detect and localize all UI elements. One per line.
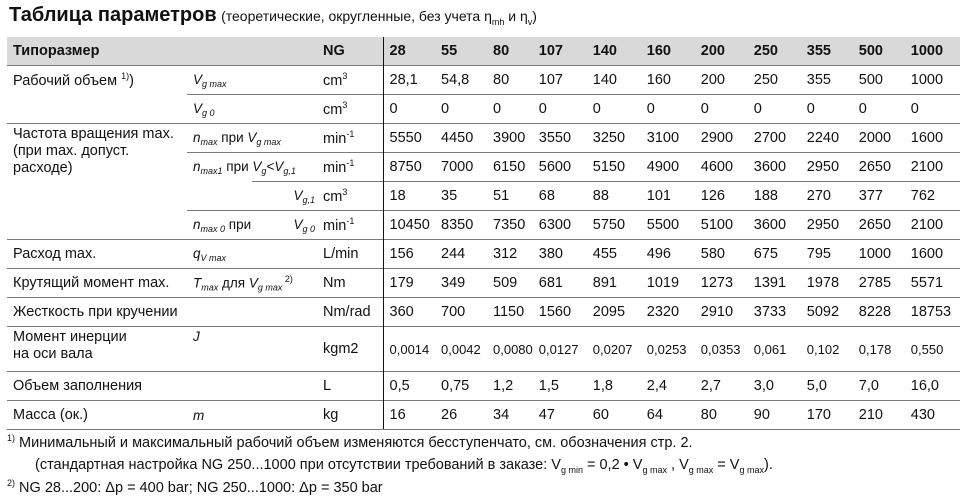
cell: 179 bbox=[383, 269, 435, 298]
cell: 6300 bbox=[533, 211, 587, 240]
cell: 2650 bbox=[853, 153, 905, 182]
cell: 2100 bbox=[905, 211, 960, 240]
cell: 1000 bbox=[853, 240, 905, 269]
row-unit: $cm^3$ bbox=[317, 182, 383, 211]
size-200: 200 bbox=[695, 37, 748, 66]
cell: 170 bbox=[801, 401, 853, 430]
cell: 0 bbox=[641, 95, 695, 124]
row-unit: L bbox=[317, 372, 383, 401]
cell: 35 bbox=[435, 182, 487, 211]
cell: 349 bbox=[435, 269, 487, 298]
row-unit: $cm^3$ bbox=[317, 66, 383, 95]
cell: 4600 bbox=[695, 153, 748, 182]
cell: 1978 bbox=[801, 269, 853, 298]
cell: 8228 bbox=[853, 298, 905, 327]
cell: 5,0 bbox=[801, 372, 853, 401]
cell: 0,0253 bbox=[641, 327, 695, 372]
size-55: 55 bbox=[435, 37, 487, 66]
cell: 101 bbox=[641, 182, 695, 211]
cell: 1019 bbox=[641, 269, 695, 298]
table-header-row bbox=[7, 37, 960, 66]
cell: 430 bbox=[905, 401, 960, 430]
cell: 250 bbox=[748, 66, 801, 95]
size-80: 80 bbox=[487, 37, 533, 66]
cell: 0,061 bbox=[748, 327, 801, 372]
row-unit: kg bbox=[317, 401, 383, 430]
row-unit: $cm^3$ bbox=[317, 95, 383, 124]
cell: 68 bbox=[533, 182, 587, 211]
cell: 5150 bbox=[587, 153, 641, 182]
cell: 5100 bbox=[695, 211, 748, 240]
cell: 3600 bbox=[748, 211, 801, 240]
cell: 8750 bbox=[383, 153, 435, 182]
cell: 2240 bbox=[801, 124, 853, 153]
cell: 16 bbox=[383, 401, 435, 430]
size-140: 140 bbox=[587, 37, 641, 66]
row-symbol: $q_{V max}$ bbox=[187, 240, 317, 269]
ng-label: NG bbox=[317, 37, 383, 66]
row-symbol: $n_{max}$ при $V_{g max}$ bbox=[187, 124, 317, 153]
row-symbol: $V_{g max}$ bbox=[187, 66, 317, 95]
cell: 377 bbox=[853, 182, 905, 211]
cell: 681 bbox=[533, 269, 587, 298]
row-symbol-vg0: $V_{g 0}$ bbox=[252, 211, 317, 240]
row-label: Частота вращения max. (при max. допуст. расходе) bbox=[7, 124, 187, 240]
cell: 2950 bbox=[801, 153, 853, 182]
cell: 5550 bbox=[383, 124, 435, 153]
row-torque-max bbox=[7, 269, 960, 298]
cell: 0 bbox=[905, 95, 960, 124]
cell: 7000 bbox=[435, 153, 487, 182]
parameters-table bbox=[7, 37, 960, 430]
cell: 0,178 bbox=[853, 327, 905, 372]
cell: 210 bbox=[853, 401, 905, 430]
cell: 580 bbox=[695, 240, 748, 269]
cell: 3100 bbox=[641, 124, 695, 153]
cell: 3250 bbox=[587, 124, 641, 153]
cell: 1,8 bbox=[587, 372, 641, 401]
cell: 0,0080 bbox=[487, 327, 533, 372]
cell: 47 bbox=[533, 401, 587, 430]
cell: 3,0 bbox=[748, 372, 801, 401]
cell: 1,5 bbox=[533, 372, 587, 401]
cell: 10450 bbox=[383, 211, 435, 240]
cell: 0,75 bbox=[435, 372, 487, 401]
cell: 6150 bbox=[487, 153, 533, 182]
row-symbol: m bbox=[187, 401, 317, 430]
cell: 88 bbox=[587, 182, 641, 211]
cell: 3550 bbox=[533, 124, 587, 153]
cell: 160 bbox=[641, 66, 695, 95]
row-unit: Nm bbox=[317, 269, 383, 298]
row-symbol-spacer bbox=[187, 182, 252, 211]
cell: 2950 bbox=[801, 211, 853, 240]
cell: 355 bbox=[801, 66, 853, 95]
cell: 7,0 bbox=[853, 372, 905, 401]
row-flow-max bbox=[7, 240, 960, 269]
cell: 54,8 bbox=[435, 66, 487, 95]
footnote-1: $^{1)}$ Минимальный и максимальный рабочий объем изменяются бесступенчато, см. обозначения стр. 2. bbox=[7, 433, 693, 451]
row-torsional-stiffness bbox=[7, 298, 960, 327]
cell: 2320 bbox=[641, 298, 695, 327]
cell: 4450 bbox=[435, 124, 487, 153]
cell: 5750 bbox=[587, 211, 641, 240]
cell: 0,0042 bbox=[435, 327, 487, 372]
cell: 188 bbox=[748, 182, 801, 211]
cell: 2100 bbox=[905, 153, 960, 182]
cell: 26 bbox=[435, 401, 487, 430]
cell: 762 bbox=[905, 182, 960, 211]
cell: 270 bbox=[801, 182, 853, 211]
row-unit: Nm/rad bbox=[317, 298, 383, 327]
row-displacement-max bbox=[7, 66, 960, 95]
cell: 3600 bbox=[748, 153, 801, 182]
cell: 4900 bbox=[641, 153, 695, 182]
row-unit: $\min^{-1}$ bbox=[317, 124, 383, 153]
cell: 0,0014 bbox=[383, 327, 435, 372]
row-label: Объем заполнения bbox=[7, 372, 317, 401]
cell: 3900 bbox=[487, 124, 533, 153]
cell: 795 bbox=[801, 240, 853, 269]
cell: 2000 bbox=[853, 124, 905, 153]
cell: 1391 bbox=[748, 269, 801, 298]
row-mass bbox=[7, 401, 960, 430]
cell: 455 bbox=[587, 240, 641, 269]
cell: 64 bbox=[641, 401, 695, 430]
row-fill-volume bbox=[7, 372, 960, 401]
cell: 2785 bbox=[853, 269, 905, 298]
cell: 0,0127 bbox=[533, 327, 587, 372]
cell: 0 bbox=[748, 95, 801, 124]
cell: 200 bbox=[695, 66, 748, 95]
cell: 28,1 bbox=[383, 66, 435, 95]
cell: 891 bbox=[587, 269, 641, 298]
cell: 2650 bbox=[853, 211, 905, 240]
cell: 0,0353 bbox=[695, 327, 748, 372]
cell: 1000 bbox=[905, 66, 960, 95]
cell: 0,550 bbox=[905, 327, 960, 372]
cell: 500 bbox=[853, 66, 905, 95]
row-label: Крутящий момент max. bbox=[7, 269, 187, 298]
row-unit: $\min^{-1}$ bbox=[317, 153, 383, 182]
cell: 5500 bbox=[641, 211, 695, 240]
title-subtitle: (теоретические, округленные, без учета $\eta_{mh}$ и $\eta_v$) bbox=[221, 8, 537, 27]
row-symbol: $V_{g 0}$ bbox=[187, 95, 317, 124]
cell: 8350 bbox=[435, 211, 487, 240]
cell: 126 bbox=[695, 182, 748, 211]
cell: 5571 bbox=[905, 269, 960, 298]
size-160: 160 bbox=[641, 37, 695, 66]
footnote-2: $^{2)}$ NG 28...200: Δp = 400 bar; NG 250...1000: Δp = 350 bar bbox=[7, 478, 383, 496]
cell: 0 bbox=[801, 95, 853, 124]
page-title bbox=[9, 4, 537, 27]
title-main: Таблица параметров bbox=[9, 4, 217, 26]
cell: 1273 bbox=[695, 269, 748, 298]
cell: 244 bbox=[435, 240, 487, 269]
cell: 0 bbox=[853, 95, 905, 124]
cell: 2900 bbox=[695, 124, 748, 153]
cell: 0,0207 bbox=[587, 327, 641, 372]
cell: 0,102 bbox=[801, 327, 853, 372]
row-moment-of-inertia bbox=[7, 327, 960, 372]
footnote-1-continued: (стандартная настройка NG 250...1000 при отсутствии требований в заказе: $V_{g min} = 0,2$ • $V_{g max}$ , $V_{g max} = V_{g max}$). bbox=[35, 457, 773, 475]
cell: 2910 bbox=[695, 298, 748, 327]
cell: 5600 bbox=[533, 153, 587, 182]
cell: 0,5 bbox=[383, 372, 435, 401]
size-107: 107 bbox=[533, 37, 587, 66]
cell: 700 bbox=[435, 298, 487, 327]
cell: 2,4 bbox=[641, 372, 695, 401]
size-500: 500 bbox=[853, 37, 905, 66]
cell: 0 bbox=[435, 95, 487, 124]
row-symbol: $n_{max1}$ при $V_g<V_{g,1}$ bbox=[187, 153, 317, 182]
row-label: Момент инерции на оси вала bbox=[7, 327, 187, 372]
cell: 0 bbox=[383, 95, 435, 124]
cell: 1,2 bbox=[487, 372, 533, 401]
cell: 2700 bbox=[748, 124, 801, 153]
cell: 509 bbox=[487, 269, 533, 298]
cell: 16,0 bbox=[905, 372, 960, 401]
cell: 0 bbox=[587, 95, 641, 124]
row-symbol: J bbox=[187, 327, 317, 372]
cell: 80 bbox=[487, 66, 533, 95]
cell: 0 bbox=[695, 95, 748, 124]
size-28: 28 bbox=[383, 37, 435, 66]
row-displacement-zero bbox=[7, 95, 960, 124]
cell: 312 bbox=[487, 240, 533, 269]
cell: 2,7 bbox=[695, 372, 748, 401]
size-250: 250 bbox=[748, 37, 801, 66]
cell: 51 bbox=[487, 182, 533, 211]
cell: 90 bbox=[748, 401, 801, 430]
row-label: Масса (ок.) bbox=[7, 401, 187, 430]
cell: 18 bbox=[383, 182, 435, 211]
cell: 140 bbox=[587, 66, 641, 95]
cell: 18753 bbox=[905, 298, 960, 327]
cell: 5092 bbox=[801, 298, 853, 327]
cell: 675 bbox=[748, 240, 801, 269]
row-unit: kgm2 bbox=[317, 327, 383, 372]
size-1000: 1000 bbox=[905, 37, 960, 66]
cell: 1150 bbox=[487, 298, 533, 327]
row-symbol: $n_{max 0}$ при bbox=[187, 211, 252, 240]
cell: 360 bbox=[383, 298, 435, 327]
size-label: Типоразмер bbox=[7, 37, 317, 66]
row-speed-max bbox=[7, 124, 960, 153]
cell: 0 bbox=[487, 95, 533, 124]
cell: 60 bbox=[587, 401, 641, 430]
row-label bbox=[7, 95, 187, 124]
cell: 1600 bbox=[905, 124, 960, 153]
cell: 3733 bbox=[748, 298, 801, 327]
cell: 7350 bbox=[487, 211, 533, 240]
row-symbol: $T_{max}$ для $V_{g max}$ $^{2)}$ bbox=[187, 269, 317, 298]
cell: 2095 bbox=[587, 298, 641, 327]
cell: 1600 bbox=[905, 240, 960, 269]
cell: 0 bbox=[533, 95, 587, 124]
cell: 80 bbox=[695, 401, 748, 430]
row-unit: L/min bbox=[317, 240, 383, 269]
row-unit: $\min^{-1}$ bbox=[317, 211, 383, 240]
row-symbol: $V_{g,1}$ bbox=[252, 182, 317, 211]
cell: 380 bbox=[533, 240, 587, 269]
cell: 107 bbox=[533, 66, 587, 95]
row-label: Рабочий объем $^{1)}$) bbox=[7, 66, 187, 95]
size-355: 355 bbox=[801, 37, 853, 66]
cell: 1560 bbox=[533, 298, 587, 327]
row-label: Расход max. bbox=[7, 240, 187, 269]
row-label: Жесткость при кручении bbox=[7, 298, 317, 327]
cell: 156 bbox=[383, 240, 435, 269]
cell: 34 bbox=[487, 401, 533, 430]
cell: 496 bbox=[641, 240, 695, 269]
